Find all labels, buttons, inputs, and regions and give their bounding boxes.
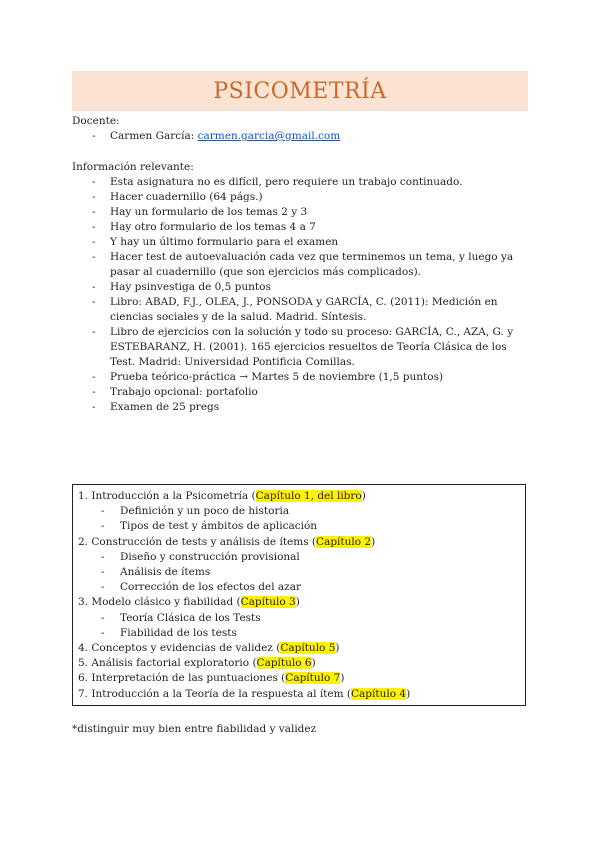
- topic-1-close: ): [361, 490, 366, 502]
- topic-4: [78, 641, 520, 656]
- topics-box: [72, 484, 526, 706]
- docente-item: [72, 129, 532, 144]
- topic-5: [78, 656, 520, 671]
- info-item: - Hay un formulario de los temas 2 y 3: [72, 205, 532, 220]
- topic-5-close: ): [311, 657, 316, 670]
- topic-1: [78, 489, 520, 504]
- topic-3-sub-2: - Fiabilidad de los tests: [78, 626, 520, 641]
- topic-2-sub-3: - Corrección de los efectos del azar: [78, 580, 520, 595]
- info-item: - Y hay un último formulario para el examen: [72, 235, 532, 250]
- info-item: - Prueba teórico-práctica → Martes 5 de noviembre (1,5 puntos): [72, 370, 532, 385]
- topic-2-close: ): [371, 535, 376, 548]
- topic-7-text: 7. Introducción a la Teoría de la respuesta al ítem (: [78, 687, 351, 700]
- info-list: [72, 175, 532, 415]
- topic-2-sub-1: - Diseño y construcción provisional: [78, 550, 520, 565]
- info-item: - Examen de 25 pregs: [72, 400, 532, 415]
- docente-label: Docente:: [72, 115, 120, 127]
- info-item: - Hacer test de autoevaluación cada vez que terminemos un tema, y luego ya pasar al cuadernillo (que son ejercicios más complicados).: [72, 250, 532, 280]
- info-section: [72, 160, 532, 415]
- info-item: - Hacer cuadernillo (64 págs.): [72, 190, 532, 205]
- info-item: - Trabajo opcional: portafolio: [72, 385, 532, 400]
- topic-5-chapter: Capítulo 6: [256, 657, 312, 670]
- topic-1-text: 1. Introducción a la Psicometría (: [78, 490, 256, 502]
- topic-7: [78, 687, 520, 702]
- topic-4-close: ): [335, 642, 340, 655]
- topic-2: [78, 535, 520, 550]
- topic-1-sub-1: - Definición y un poco de historia: [78, 504, 520, 519]
- topic-4-chapter: Capítulo 5: [280, 642, 336, 655]
- topic-6-chapter: Capítulo 7: [285, 672, 341, 685]
- topic-7-close: ): [406, 687, 411, 700]
- docente-section: [72, 114, 532, 144]
- topic-7-chapter: Capítulo 4: [351, 687, 407, 700]
- info-item: - Libro: ABAD, F.J., OLEA, J., PONSODA y GARCÍA, C. (2011): Medición en ciencias sociales y de la salud. Madrid. Síntesis.: [72, 295, 532, 325]
- topic-1-sub-2: - Tipos de test y ámbitos de aplicación: [78, 519, 520, 534]
- info-item: - Hay psinvestiga de 0,5 puntos: [72, 280, 532, 295]
- docente-name: Carmen García:: [110, 130, 198, 142]
- docente-email-link[interactable]: carmen.garcia@gmail.com: [197, 130, 341, 142]
- topic-2-chapter: Capítulo 2: [316, 535, 372, 548]
- topic-3-chapter: Capítulo 3: [240, 596, 296, 609]
- topic-2-sub-2: - Análisis de ítems: [78, 565, 520, 580]
- topic-6: [78, 671, 520, 686]
- footnote: *distinguir muy bien entre fiabilidad y validez: [72, 723, 317, 735]
- info-item: - Hay otro formulario de los temas 4 a 7: [72, 220, 532, 235]
- topic-3-sub-1: - Teoría Clásica de los Tests: [78, 611, 520, 626]
- topic-3: [78, 595, 520, 610]
- topic-3-text: 3. Modelo clásico y fiabilidad (: [78, 596, 241, 609]
- topic-2-text: 2. Construcción de tests y análisis de ítems (: [78, 535, 317, 548]
- topic-5-text: 5. Análisis factorial exploratorio (: [78, 657, 257, 670]
- topic-6-close: ): [340, 672, 345, 685]
- topic-3-close: ): [295, 596, 300, 609]
- info-label: Información relevante:: [72, 161, 194, 173]
- topic-6-text: 6. Interpretación de las puntuaciones (: [78, 672, 286, 685]
- title-band: [72, 71, 528, 111]
- info-item: - Esta asignatura no es difícil, pero requiere un trabajo continuado.: [72, 175, 532, 190]
- docente-list: [72, 129, 532, 144]
- info-item: - Libro de ejercicios con la solución y todo su proceso: GARCÍA, C., AZA, G. y ESTEBARANZ, H. (2001). 165 ejercicios resueltos de Teoría Clásica de los Test. Madrid: Universidad Pontificia Comillas.: [72, 325, 532, 370]
- page-title: PSICOMETRÍA: [213, 78, 387, 104]
- topic-1-chapter: Capítulo 1, del libro: [255, 490, 362, 502]
- topic-4-text: 4. Conceptos y evidencias de validez (: [78, 642, 281, 655]
